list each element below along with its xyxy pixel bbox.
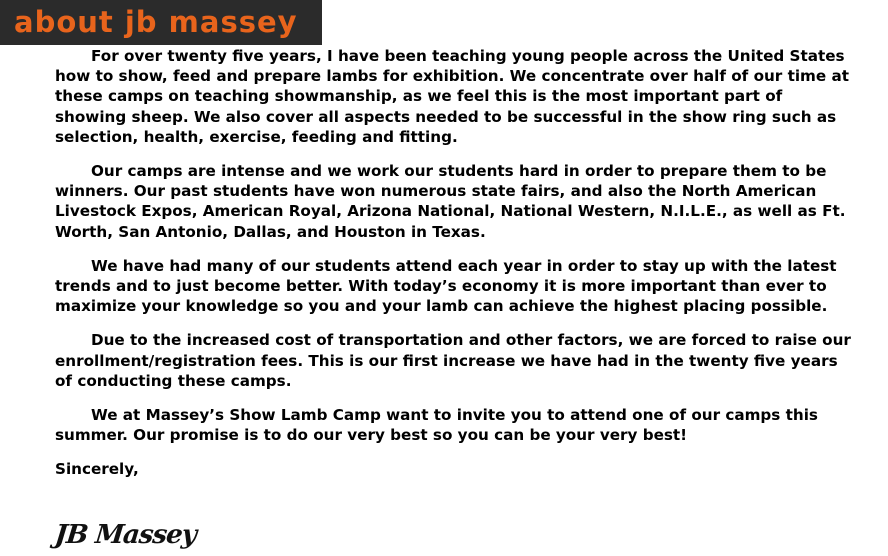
page-title: about jb massey bbox=[14, 5, 298, 39]
page-title-banner bbox=[0, 0, 322, 45]
paragraph: We have had many of our students attend each year in order to stay up with the latest trends and to just become better. With today’s economy it is more important than ever to maximize your knowledge so you and your lamb can achieve the highest placing possible. bbox=[55, 256, 837, 316]
paragraph: Due to the increased cost of transportation and other factors, we are forced to raise our enrollment/registration fees. This is our first increase we have had in the twenty five years of conducting these camps. bbox=[55, 331, 851, 390]
paragraph: Our camps are intense and we work our students hard in order to prepare them to be winners. Our past students have won numerous state fairs, and also the North American Livestock Expos, American Royal, Arizona National, National Western, N.I.L.E., as well as Ft. Worth, San Antonio, Dallas, and Houston in Texas. bbox=[55, 162, 846, 241]
paragraph: We at Massey’s Show Lamb Camp want to invite you to attend one of our camps this summer. Our promise is to do our very best so you can be your very best! bbox=[55, 406, 818, 445]
paragraph: For over twenty five years, I have been teaching young people across the United States how to show, feed and prepare lambs for exhibition. We concentrate over half of our time at these camps on teaching showmanship, as we feel this is the most important part of showing sheep. We also cover all aspects needed to be successful in the show ring such as selection, health, exercise, feeding and fitting. bbox=[55, 47, 849, 146]
signature: JB Massey bbox=[53, 520, 198, 550]
letter-closing: Sincerely, bbox=[55, 460, 139, 479]
letter-body bbox=[55, 46, 855, 480]
